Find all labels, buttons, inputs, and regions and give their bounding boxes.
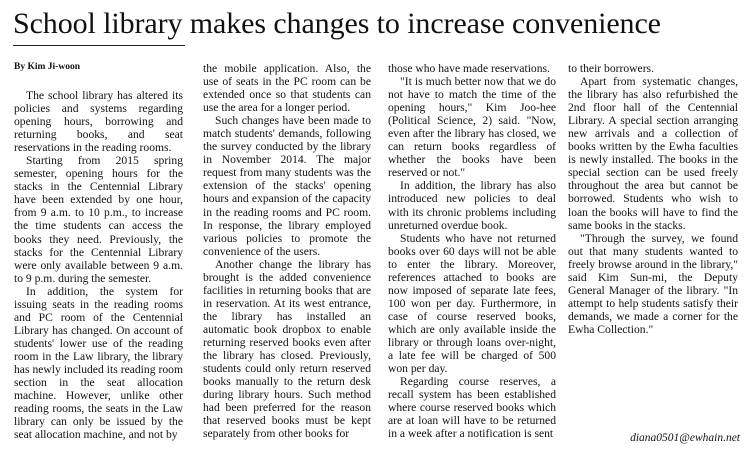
article-paragraph: Regarding course reserves, a recall system has been established where course reserved books which are at loan will have to be returned in a week after a notification is sent <box>388 375 556 441</box>
article-paragraph: Another change the library has brought is the added convenience facilities in returning books that are in reservation. At its west entrance, the library has installed an automatic book dropbox to enable returning reserved books even after the library has closed. Previously, students could only return reserved books manually to the return desk during library hours. Such method had been preferred for the reason that reserved books must be kept separately from other books for <box>203 257 371 441</box>
article-column-2 <box>203 62 371 440</box>
article-paragraph: In addition, the library has also introduced new policies to deal with its chronic problems including unreturned overdue book. <box>388 179 556 232</box>
article-paragraph: Such changes have been made to match students' demands, following the survey conducted by the library in November 2014. The major request from many students was the extension of the stacks' opening hours and expansion of the capacity in the reading rooms and PC room. In response, the library employed various policies to promote the convenience of the users. <box>203 114 371 258</box>
article-paragraph: to their borrowers. <box>568 62 654 75</box>
article-headline: School library makes changes to increase convenience <box>13 7 661 40</box>
reporter-email: diana0501@ewhain.net <box>630 432 740 444</box>
article-paragraph: those who have made reservations. <box>388 62 550 75</box>
article-paragraph: "It is much better now that we do not have to match the time of the opening hours," Kim Joo-hee (Political Science, 2) said. "Now, even after the library has closed, we can return books regardless of whether the books have been reserved or not." <box>388 75 556 180</box>
article-paragraph: the mobile application. Also, the use of seats in the PC room can be extended once so that students can use the area for a longer period. <box>203 62 371 115</box>
article-paragraph: Students who have not returned books over 60 days will not be able to enter the library. Moreover, references attached to books are now imposed of separate late fees, 100 won per day. Furthermore, in case of course reserved books, which are only available inside the library or through loans over-night, a late fee will be charged of 500 won per day. <box>388 231 556 376</box>
article-paragraph: In addition, the system for issuing seats in the reading rooms and PC room of the Centennial Library has changed. On account of students' lower use of the reading room in the Law library, the library has newly included its reading room section in the seat allocation machine. However, unlike other reading rooms, the seats in the Law library can only be issued by the seat allocation machine, and not by <box>14 284 183 442</box>
article-column-1 <box>14 89 183 441</box>
article-byline: By Kim Ji-woon <box>14 62 80 72</box>
article-paragraph: "Through the survey, we found out that many students wanted to freely browse around in the library," said Kim Sun-mi, the Deputy General Manager of the library. "In attempt to help students satisfy their demands, we made a corner for the Ewha Collection." <box>568 231 738 336</box>
article-column-3 <box>388 62 556 440</box>
article-paragraph: Starting from 2015 spring semester, opening hours for the stacks in the Centennial Library have been extended by one hour, from 9 a.m. to 10 p.m., to increase the time students can access the books they need. Previously, the stacks for the Centennial Library were only available between 9 a.m. to 9 p.m. during the semester. <box>14 154 183 285</box>
article-paragraph: The school library has altered its policies and systems regarding opening hours, borrowing and returning books, and seat reservations in the reading rooms. <box>14 89 183 155</box>
article-column-4 <box>568 62 738 336</box>
byline-rule <box>13 45 185 46</box>
article-paragraph: Apart from systematic changes, the library has also refurbished the 2nd floor hall of the Centennial Library. A special section arranging new arrivals and a collection of books written by the Ewha faculties is newly installed. The books in the special section can be used freely throughout the area but cannot be borrowed. Students who wish to loan the books will have to find the same books in the stacks. <box>568 75 738 232</box>
